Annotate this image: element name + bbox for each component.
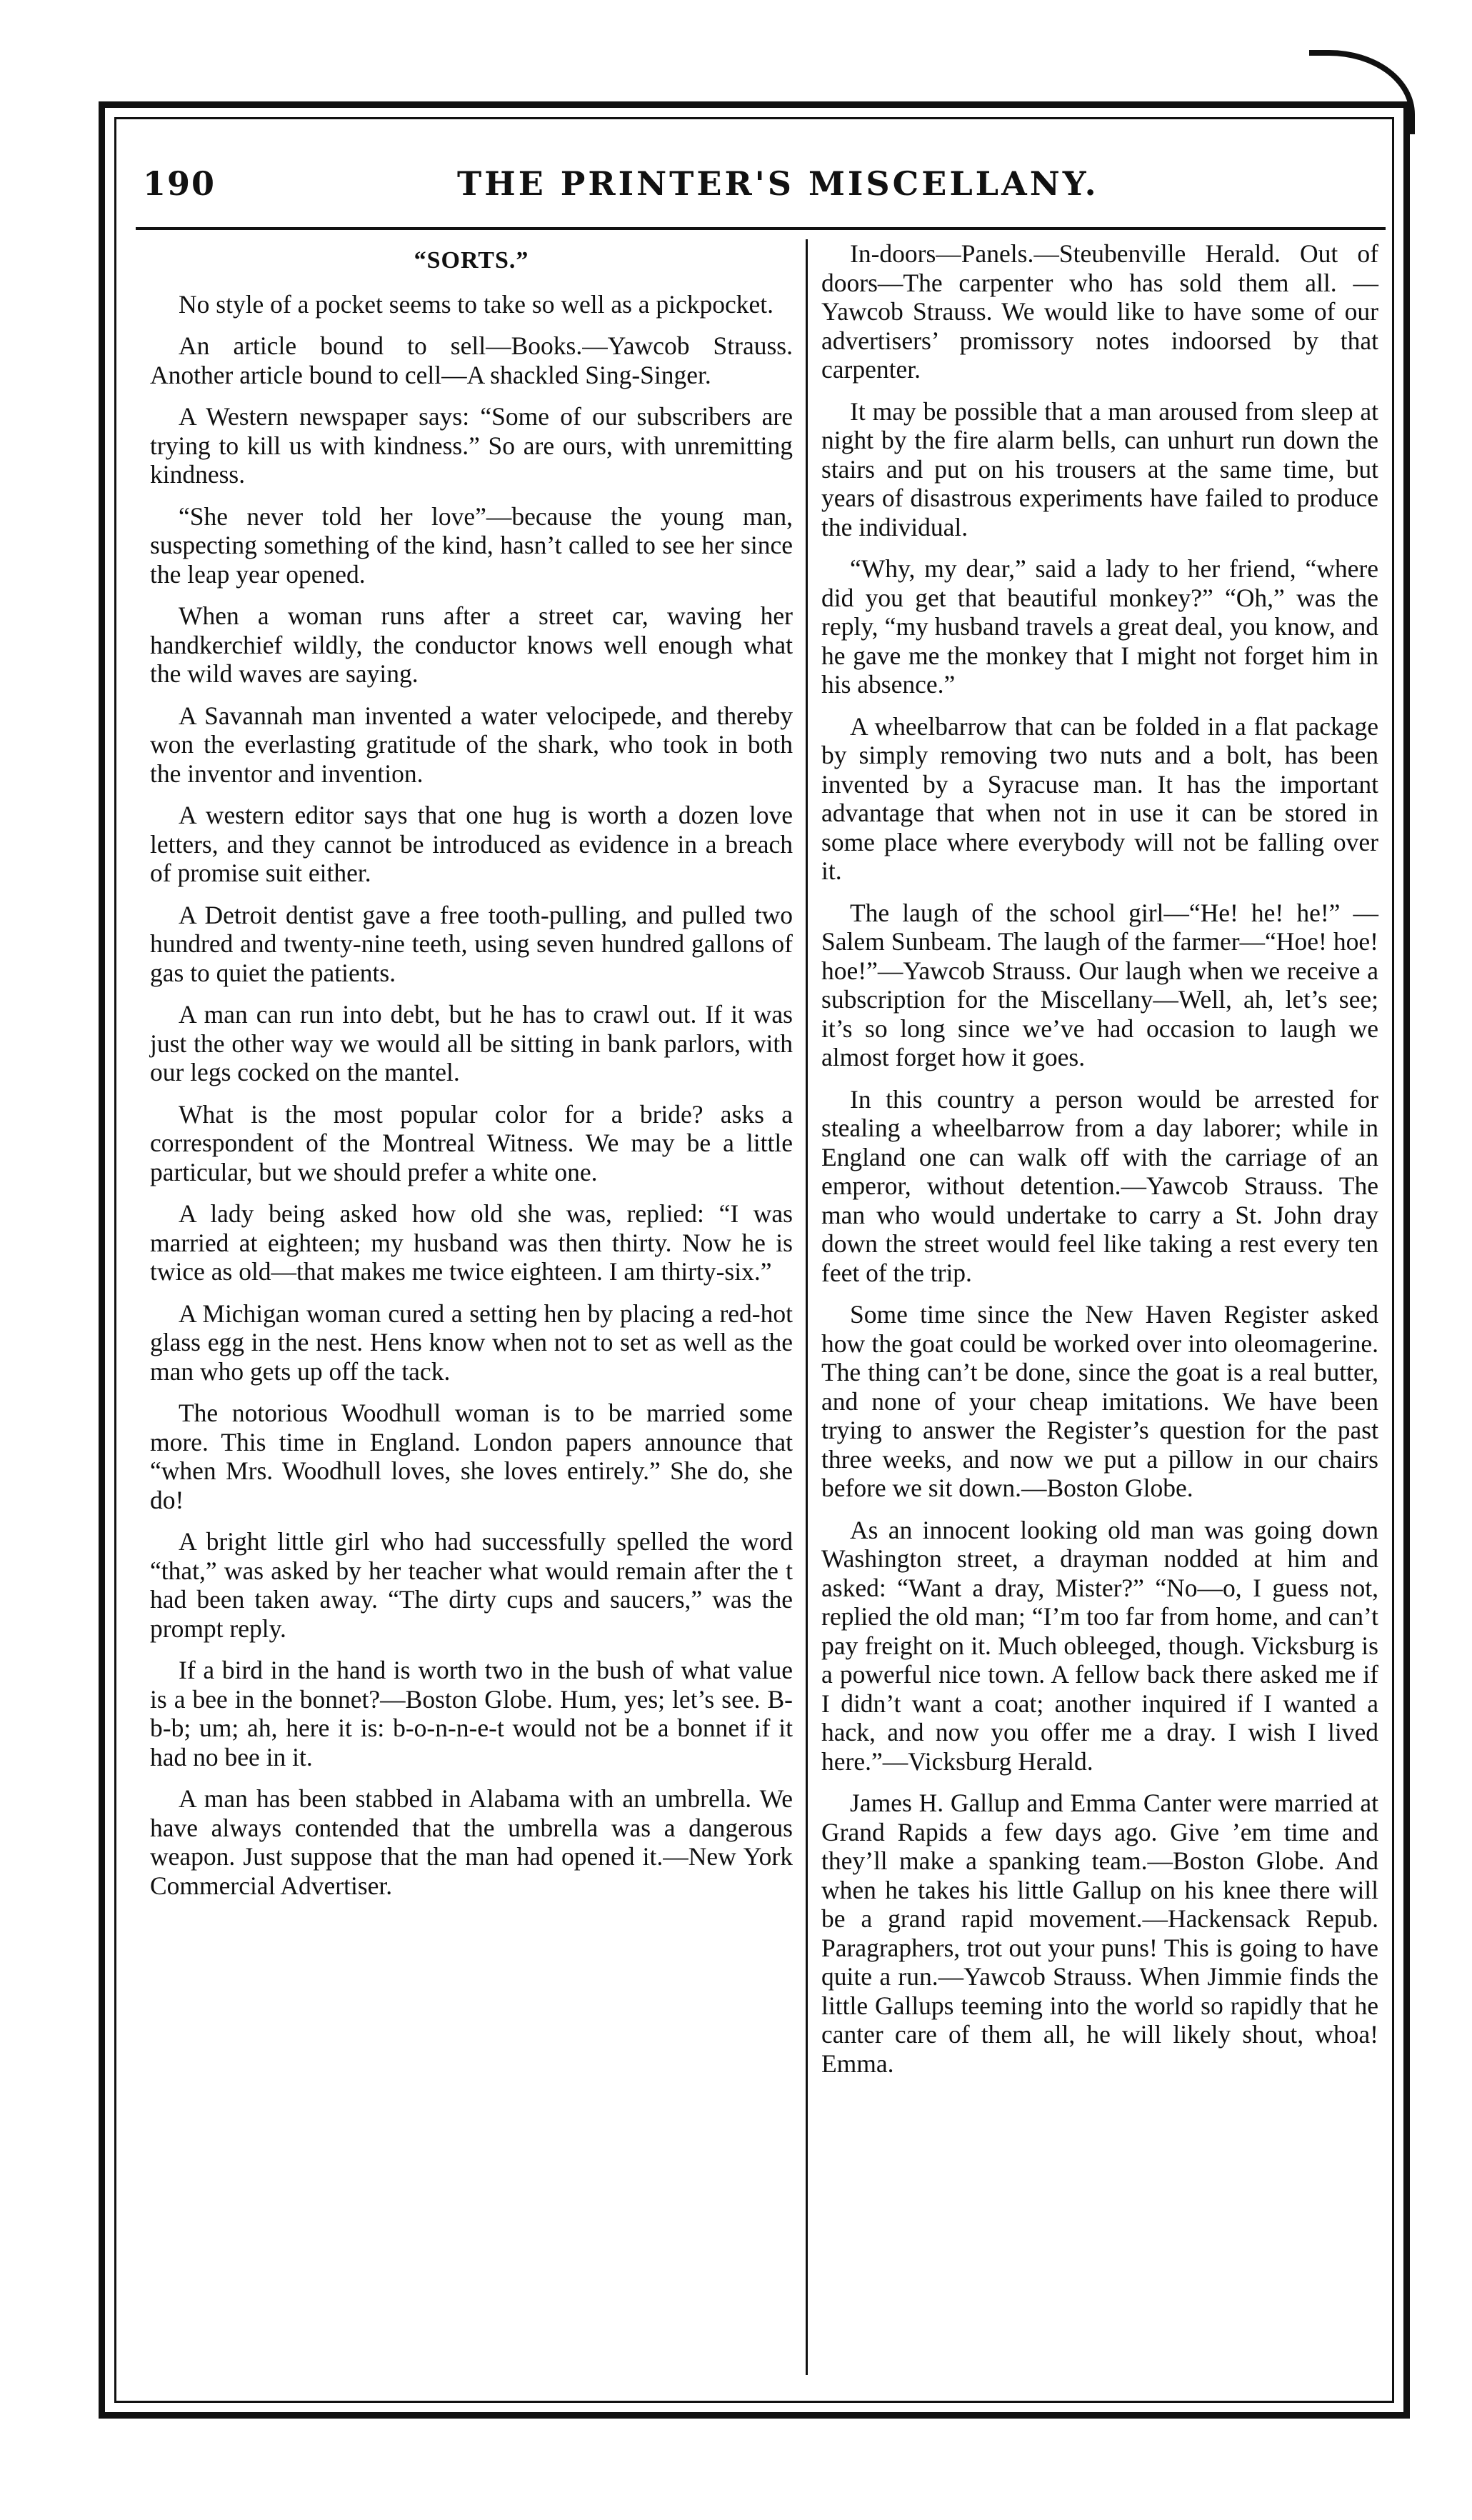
paragraph: In this country a person would be arrested for stealing a wheelbarrow from a day laborer; while in England one can walk off with the carriage of an emperor, without detention.—Yawcob Strauss. The man who would undertake to carry a St. John dray down the street would feel like taking a rest every ten feet of the trip. [821,1084,1378,1287]
left-column [150,239,793,1913]
paragraph: A bright little girl who had successfully spelled the word “that,” was asked by her teacher what would remain after the t had been taken away. “The dirty cups and saucers,” was the prompt reply. [150,1527,793,1643]
paragraph: A wheelbarrow that can be folded in a flat package by simply removing two nuts and a bolt, has been invented by a Syracuse man. It has the important advantage that when not in use it can be stored in some place where everybody will not be falling over it. [821,711,1378,885]
paragraph: A Michigan woman cured a setting hen by placing a red-hot glass egg in the nest. Hens know when not to set as well as the man who gets up off the tack. [150,1299,793,1386]
paragraph: The notorious Woodhull woman is to be married some more. This time in England. London papers announce that “when Mrs. Woodhull loves, she loves entirely.” She do, she do! [150,1399,793,1514]
paragraph: A man can run into debt, but he has to crawl out. If it was just the other way we would all be sitting in bank parlors, with our legs cocked on the mantel. [150,1000,793,1086]
paragraph: The laugh of the school girl—“He! he! he!” —Salem Sunbeam. The laugh of the farmer—“Hoe! hoe! hoe!”—Yawcob Strauss. Our laugh when we receive a subscription for the Miscellany—Well, ah, let’s see; it’s so long since we’ve had occasion to laugh we almost forget how it goes. [821,898,1378,1071]
paragraph: “She never told her love”—because the young man, suspecting something of the kind, hasn’t called to see her since the leap year opened. [150,501,793,589]
paragraph: A lady being asked how old she was, replied: “I was married at eighteen; my husband was then thirty. Now he is twice as old—that makes me twice eighteen. I am thirty-six.” [150,1199,793,1286]
paragraph: “Why, my dear,” said a lady to her friend, “where did you get that beautiful monkey?” “Oh,” was the reply, “my husband travels a great deal, you know, and he gave me the monkey that I might not forget him in his absence.” [821,554,1378,699]
page-number: 190 [143,164,216,203]
paragraph: James H. Gallup and Emma Canter were married at Grand Rapids a few days ago. Give ’em time and they’ll make a spanking team.—Boston Globe. And when he takes his little Gallup on his knee there will be a grand rapid movement.—Hackensack Repub. Paragraphers, trot out your puns! This is going to have quite a run.—Yawcob Strauss. When Jimmie finds the little Gallups teeming into the world so rapidly that he canter care of them all, he will likely shout, whoa! Emma. [821,1789,1378,2078]
column-divider [806,239,808,2375]
paragraph: As an innocent looking old man was going down Washington street, a drayman nodded at him and asked: “Want a dray, Mister?” “No—o, I guess not, replied the old man; “I’m too far from home, and can’t pay freight on it. Much obleeged, though. Vicksburg is a powerful nice town. A fellow back there asked me if I didn’t want a coat; another inquired if I wanted a hack, and now you offer me a dray. I wish I lived here.”—Vicksburg Herald. [821,1515,1378,1776]
paragraph: No style of a pocket seems to take so well as a pickpocket. [179,289,774,319]
paragraph: A Western newspaper says: “Some of our subscribers are trying to kill us with kindness.” So are ours, with unremitting kindness. [150,402,793,489]
paragraph: Some time since the New Haven Register asked how the goat could be worked over into oleomagerine. The thing can’t be done, since the goat is a real butter, and none of your cheap imitations. We have been trying to answer the Register’s question for the past three weeks, and now we put a pillow in our chairs before we sit down.—Boston Globe. [821,1300,1378,1502]
paragraph: A western editor says that one hug is worth a dozen love letters, and they cannot be introduced as evidence in a breach of promise suit either. [150,801,793,887]
section-title: “SORTS.” [414,247,529,274]
running-title: THE PRINTER'S MISCELLANY. [457,164,1099,203]
right-column [821,239,1378,2091]
paragraph: A Detroit dentist gave a free tooth-pulling, and pulled two hundred and twenty-nine teeth, using seven hundred gallons of gas to quiet the patients. [150,900,793,987]
page-header [143,164,1371,214]
paragraph: An article bound to sell—Books.—Yawcob Strauss. Another article bound to cell—A shackled Sing-Singer. [150,331,793,389]
paragraph: If a bird in the hand is worth two in the bush of what value is a bee in the bonnet?—Boston Globe. Hum, yes; let’s see. B-b-b; um; ah, here it is: b-o-n-n-e-t would not be a bonnet if it had no bee in it. [150,1656,793,1771]
paragraph: It may be possible that a man aroused from sleep at night by the fire alarm bells, can unhurt run down the stairs and put on his trousers at the same time, but years of disastrous experiments have failed to produce the individual. [821,396,1378,541]
header-rule [136,227,1386,230]
paragraph: What is the most popular color for a bride? asks a correspondent of the Montreal Witness. We may be a little particular, but we should prefer a white one. [150,1099,793,1186]
paragraph: A man has been stabbed in Alabama with an umbrella. We have always contended that the umbrella was a dangerous weapon. Just suppose that the man had opened it.—New York Commercial Advertiser. [150,1784,793,1900]
paragraph: When a woman runs after a street car, waving her handkerchief wildly, the conductor knows well enough what the wild waves are saying. [150,601,793,688]
paragraph: In-doors—Panels.—Steubenville Herald. Out of doors—The carpenter who has sold them all. —Yawcob Strauss. We would like to have some of our advertisers’ promissory notes indoorsed by that carpenter. [821,239,1378,384]
paragraph: A Savannah man invented a water velocipede, and thereby won the everlasting gratitude of the shark, who took in both the inventor and invention. [150,701,793,788]
